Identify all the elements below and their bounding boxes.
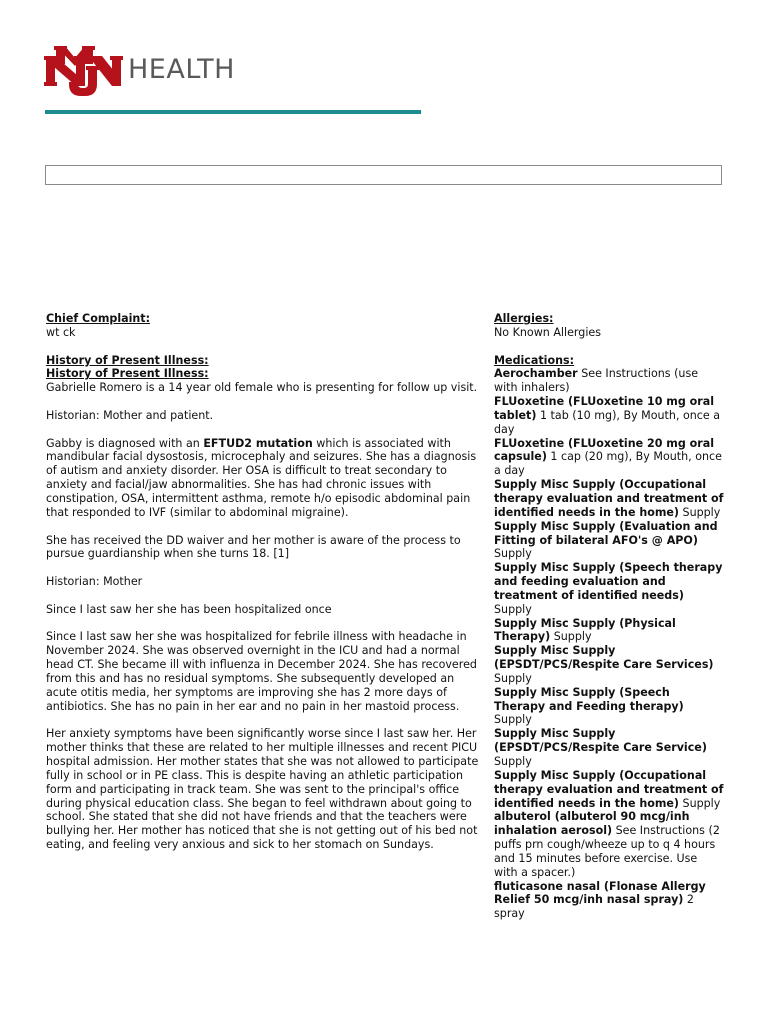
logo-text: HEALTH — [128, 54, 235, 85]
medication-name: Supply Misc Supply (Physical Therapy) — [494, 616, 676, 644]
medication-name: Supply Misc Supply (Speech therapy and feeding evaluation and treatment of identified needs) — [494, 561, 723, 602]
medication-name: FLUoxetine (FLUoxetine 10 mg oral tablet) — [494, 395, 715, 422]
medication-detail: 1 tab (10 mg), By Mouth, once a day — [494, 408, 721, 436]
medication-name: Supply Misc Supply (Speech Therapy and Feeding therapy) — [494, 685, 684, 713]
medication-detail: Supply — [494, 755, 532, 768]
medication-name: Aerochamber — [494, 367, 578, 381]
medication-detail: Supply — [679, 505, 721, 519]
medication-name: Supply Misc Supply (EPSDT/PCS/Respite Care Service) — [494, 727, 707, 755]
medication-detail: See Instructions (use with inhalers) — [494, 367, 699, 395]
medication-detail: See Instructions (2 puffs prn cough/wheeze up to q 4 hours and 15 minutes before exercise. Use with a spacer.) — [494, 824, 720, 879]
allergies-text: No Known Allergies — [494, 325, 602, 339]
hpi-heading: History of Present Illness: — [46, 353, 209, 367]
medication-name: albuterol (albuterol 90 mcg/inh inhalation aerosol) — [494, 810, 690, 838]
diagnosis-bold: EFTUD2 mutation — [203, 436, 313, 450]
hpi-paragraph-3 — [46, 437, 486, 520]
medication-item — [494, 520, 724, 562]
medication-name: Supply Misc Supply (EPSDT/PCS/Respite Care Services) — [494, 644, 714, 672]
medication-name: fluticasone nasal (Flonase Allergy Relief 50 mcg/inh nasal spray) — [494, 879, 706, 907]
medication-item — [494, 769, 724, 811]
medication-item — [494, 395, 724, 437]
medication-item — [494, 810, 724, 879]
medication-detail: 2 spray — [494, 893, 694, 921]
medication-item — [494, 644, 724, 686]
hpi-paragraph-8: Her anxiety symptoms have been significantly worse since I last saw her. Her mother thinks that these are related to her multiple illnesses and recent PICU hospital admission. Her mother states that she was not allowed to participate fully in school or in PE class. This is despite having an athletic participation form and participating in track team. She was sent to the principal's office during physical education class. She began to feel withdrawn about going to school. She stated that she did not have friends and that the teachers were bullying her. Her mother has noticed that she is not getting out of his bed not eating, and feeling very anxious and sick to her stomach on Sundays. — [46, 727, 479, 852]
chief-complaint-heading: Chief Complaint: — [46, 312, 151, 325]
medication-detail: Supply — [494, 671, 532, 685]
medication-item — [494, 561, 724, 616]
medication-item — [494, 437, 724, 479]
hpi-paragraph-6: Since I last saw her she has been hospitalized once — [46, 602, 332, 616]
medication-detail: 1 cap (20 mg), By Mouth, once a day — [494, 450, 722, 478]
medication-detail: Supply — [494, 713, 532, 727]
medications-heading: Medications: — [494, 353, 575, 367]
p3-post: which is associated with mandibular facial dysostosis, microcephaly and seizures. She has a diagnosis of autism and anxiety disorder. Her OSA is difficult to treat secondary to anxiety and facial/jaw abnormalities. She has had chronic issues with constipation, OSA, intermittent asthma, remote h/o episodic abdominal pain that responded to IVF (similar to abdominal migraine). — [46, 436, 477, 519]
p3-pre: Gabby is diagnosed with an — [46, 436, 204, 450]
header-divider — [45, 110, 421, 114]
medication-item — [494, 686, 724, 728]
medication-name: Supply Misc Supply (Occupational therapy evaluation and treatment of identified needs in the home) — [494, 768, 724, 810]
hpi-paragraph-7: Since I last saw her she was hospitalized for febrile illness with headache in November 2024. She was observed overnight in the ICU and had a normal head CT. She became ill with influenza in December 2024. She has recovered from this and has no residual symptoms. She subsequently developed an acute otitis media, her symptoms are improving she has 2 more days of antibiotics. She has no pain in her ear and no pain in her mastoid process. — [46, 630, 477, 713]
medication-detail: Supply — [494, 602, 532, 616]
medication-detail: Supply — [494, 547, 532, 561]
medication-name: Supply Misc Supply (Evaluation and Fitting of bilateral AFO's @ APO) — [494, 519, 718, 547]
hpi-paragraph-5: Historian: Mother — [46, 575, 143, 589]
medication-item — [494, 478, 724, 520]
hpi-paragraph-2: Historian: Mother and patient. — [46, 408, 214, 422]
left-column — [46, 312, 486, 852]
allergies-heading: Allergies: — [494, 312, 554, 325]
hpi-heading-repeat: History of Present Illness: — [46, 367, 209, 381]
medication-detail: Supply — [550, 630, 592, 644]
medication-name: Supply Misc Supply (Occupational therapy evaluation and treatment of identified needs in the home) — [494, 478, 724, 519]
medication-item — [494, 880, 724, 922]
medication-list — [494, 367, 724, 921]
right-column — [494, 312, 724, 921]
medication-name: FLUoxetine (FLUoxetine 20 mg oral capsule) — [494, 436, 715, 464]
chief-complaint-text: wt ck — [46, 325, 76, 339]
hpi-paragraph-4: She has received the DD waiver and her mother is aware of the process to pursue guardianship when she turns 18. [1] — [46, 533, 461, 561]
medication-item — [494, 617, 724, 645]
medication-item — [494, 367, 724, 395]
medication-item — [494, 727, 724, 769]
medication-detail: Supply — [679, 796, 721, 810]
header-box — [45, 165, 722, 185]
hpi-paragraph-1: Gabrielle Romero is a 14 year old female who is presenting for follow up visit. — [46, 381, 478, 395]
